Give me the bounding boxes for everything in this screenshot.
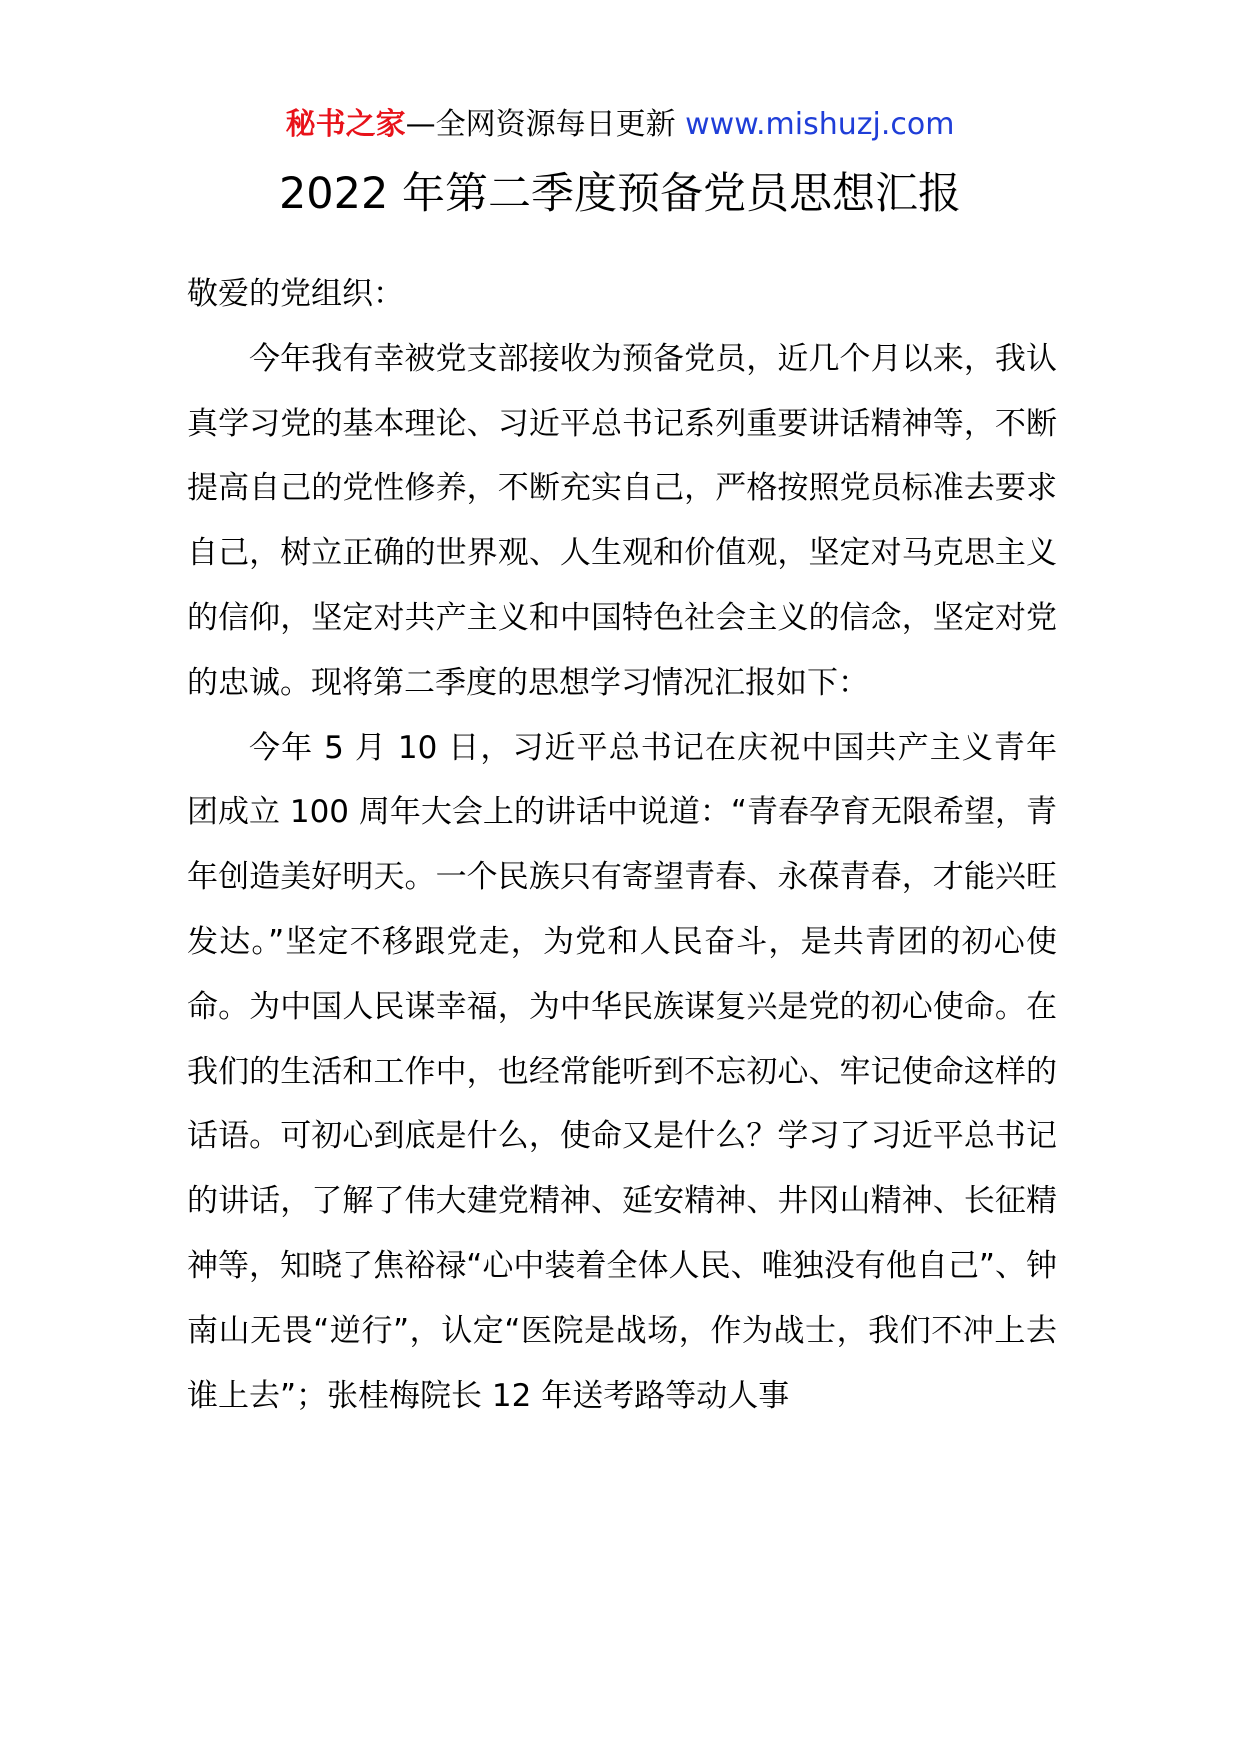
brand-name: 秘书之家 [285, 107, 406, 142]
body-paragraph-2: 今年 5 月 10 日，习近平总书记在庆祝中国共产主义青年团成立 100 周年大会上的讲话中说道：“青春孕育无限希望，青年创造美好明天。一个民族只有寄望青春、永葆青春，才能兴旺发达。”坚定不移跟党走，为党和人民奋斗，是共青团的初心使命。为中国人民谋幸福，为中华民族谋复兴是党的初心使命。在我们的生活和工作中，也经常能听到不忘初心、牢记使命这样的话语。可初心到底是什么，使命又是什么？学习了习近平总书记的讲话，了解了伟大建党精神、延安精神、井冈山精神、长征精神等，知晓了焦裕禄“心中装着全体人民、唯独没有他自己”、钟南山无畏“逆行”，认定“医院是战场，作为战士，我们不冲上去谁上去”；张桂梅院长 12 年送考路等动人事 [187, 729, 1057, 1414]
salutation: 敬爱的党组织： [187, 276, 404, 312]
document-body [187, 262, 1057, 1428]
site-header [0, 98, 1240, 152]
site-url-link[interactable]: www.mishuzj.com [685, 107, 955, 142]
document-title: 2022 年第二季度预备党员思想汇报 [278, 169, 962, 219]
body-paragraph-1: 今年我有幸被党支部接收为预备党员，近几个月以来，我认真学习党的基本理论、习近平总书记系列重要讲话精神等，不断提高自己的党性修养，不断充实自己，严格按照党员标准去要求自己，树立正确的世界观、人生观和价值观，坚定对马克思主义的信仰，坚定对共产主义和中国特色社会主义的信念，坚定对党的忠诚。现将第二季度的思想学习情况汇报如下： [187, 340, 1057, 701]
header-slogan: —全网资源每日更新 [405, 107, 686, 142]
